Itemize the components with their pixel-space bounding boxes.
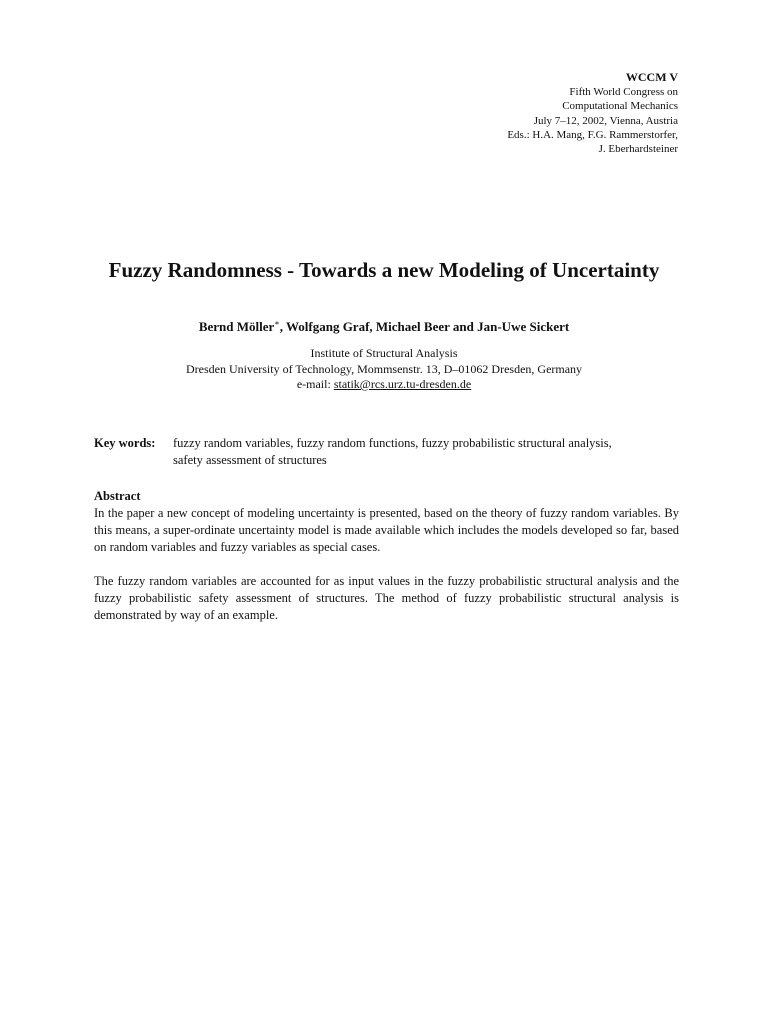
keywords-line: safety assessment of structures [173, 453, 327, 467]
corresponding-author-mark: ∗ [274, 318, 280, 328]
affiliation-email-line [0, 377, 768, 393]
conference-name: WCCM V [625, 70, 678, 84]
email-label: e-mail: [296, 377, 334, 391]
email-link[interactable]: statik@rcs.urz.tu-dresden.de [333, 377, 472, 391]
conference-line: Eds.: H.A. Mang, F.G. Rammerstorfer, [507, 128, 678, 141]
keywords-block [94, 435, 684, 469]
affiliation-university: Dresden University of Technology, Mommsenstr. 13, D–01062 Dresden, Germany [185, 361, 583, 376]
affiliation-institute: Institute of Structural Analysis [310, 346, 458, 360]
affiliation [0, 346, 768, 393]
conference-line: J. Eberhardsteiner [598, 143, 678, 156]
author-list [0, 318, 768, 336]
abstract-paragraph: In the paper a new concept of modeling uncertainty is presented, based on the theory of fuzzy random variables. By this means, a super-ordinate uncertainty model is made available which includes the models developed so far, based on random variables and fuzzy variables as special cases. [94, 506, 679, 554]
paper-title: Fuzzy Randomness - Towards a new Modeling of Uncertainty [108, 258, 660, 282]
conference-line: July 7–12, 2002, Vienna, Austria [533, 114, 678, 127]
authors-rest: , Wolfgang Graf, Michael Beer and Jan-Uwe Sickert [279, 319, 570, 334]
keywords-label: Key words: [94, 436, 156, 450]
keywords-line: fuzzy random variables, fuzzy random functions, fuzzy probabilistic structural analysis, [173, 436, 612, 450]
abstract-heading: Abstract [94, 489, 141, 503]
abstract-section [94, 488, 679, 624]
conference-line: Computational Mechanics [562, 100, 678, 113]
conference-header [507, 70, 678, 156]
abstract-paragraph: The fuzzy random variables are accounted for as input values in the fuzzy probabilistic structural analysis and the fuzzy probabilistic safety assessment of structures. The method of fuzzy probabilistic structural analysis is demonstrated by way of an example. [94, 574, 679, 622]
conference-line: Fifth World Congress on [569, 86, 678, 98]
author-first: Bernd Möller [198, 319, 275, 334]
